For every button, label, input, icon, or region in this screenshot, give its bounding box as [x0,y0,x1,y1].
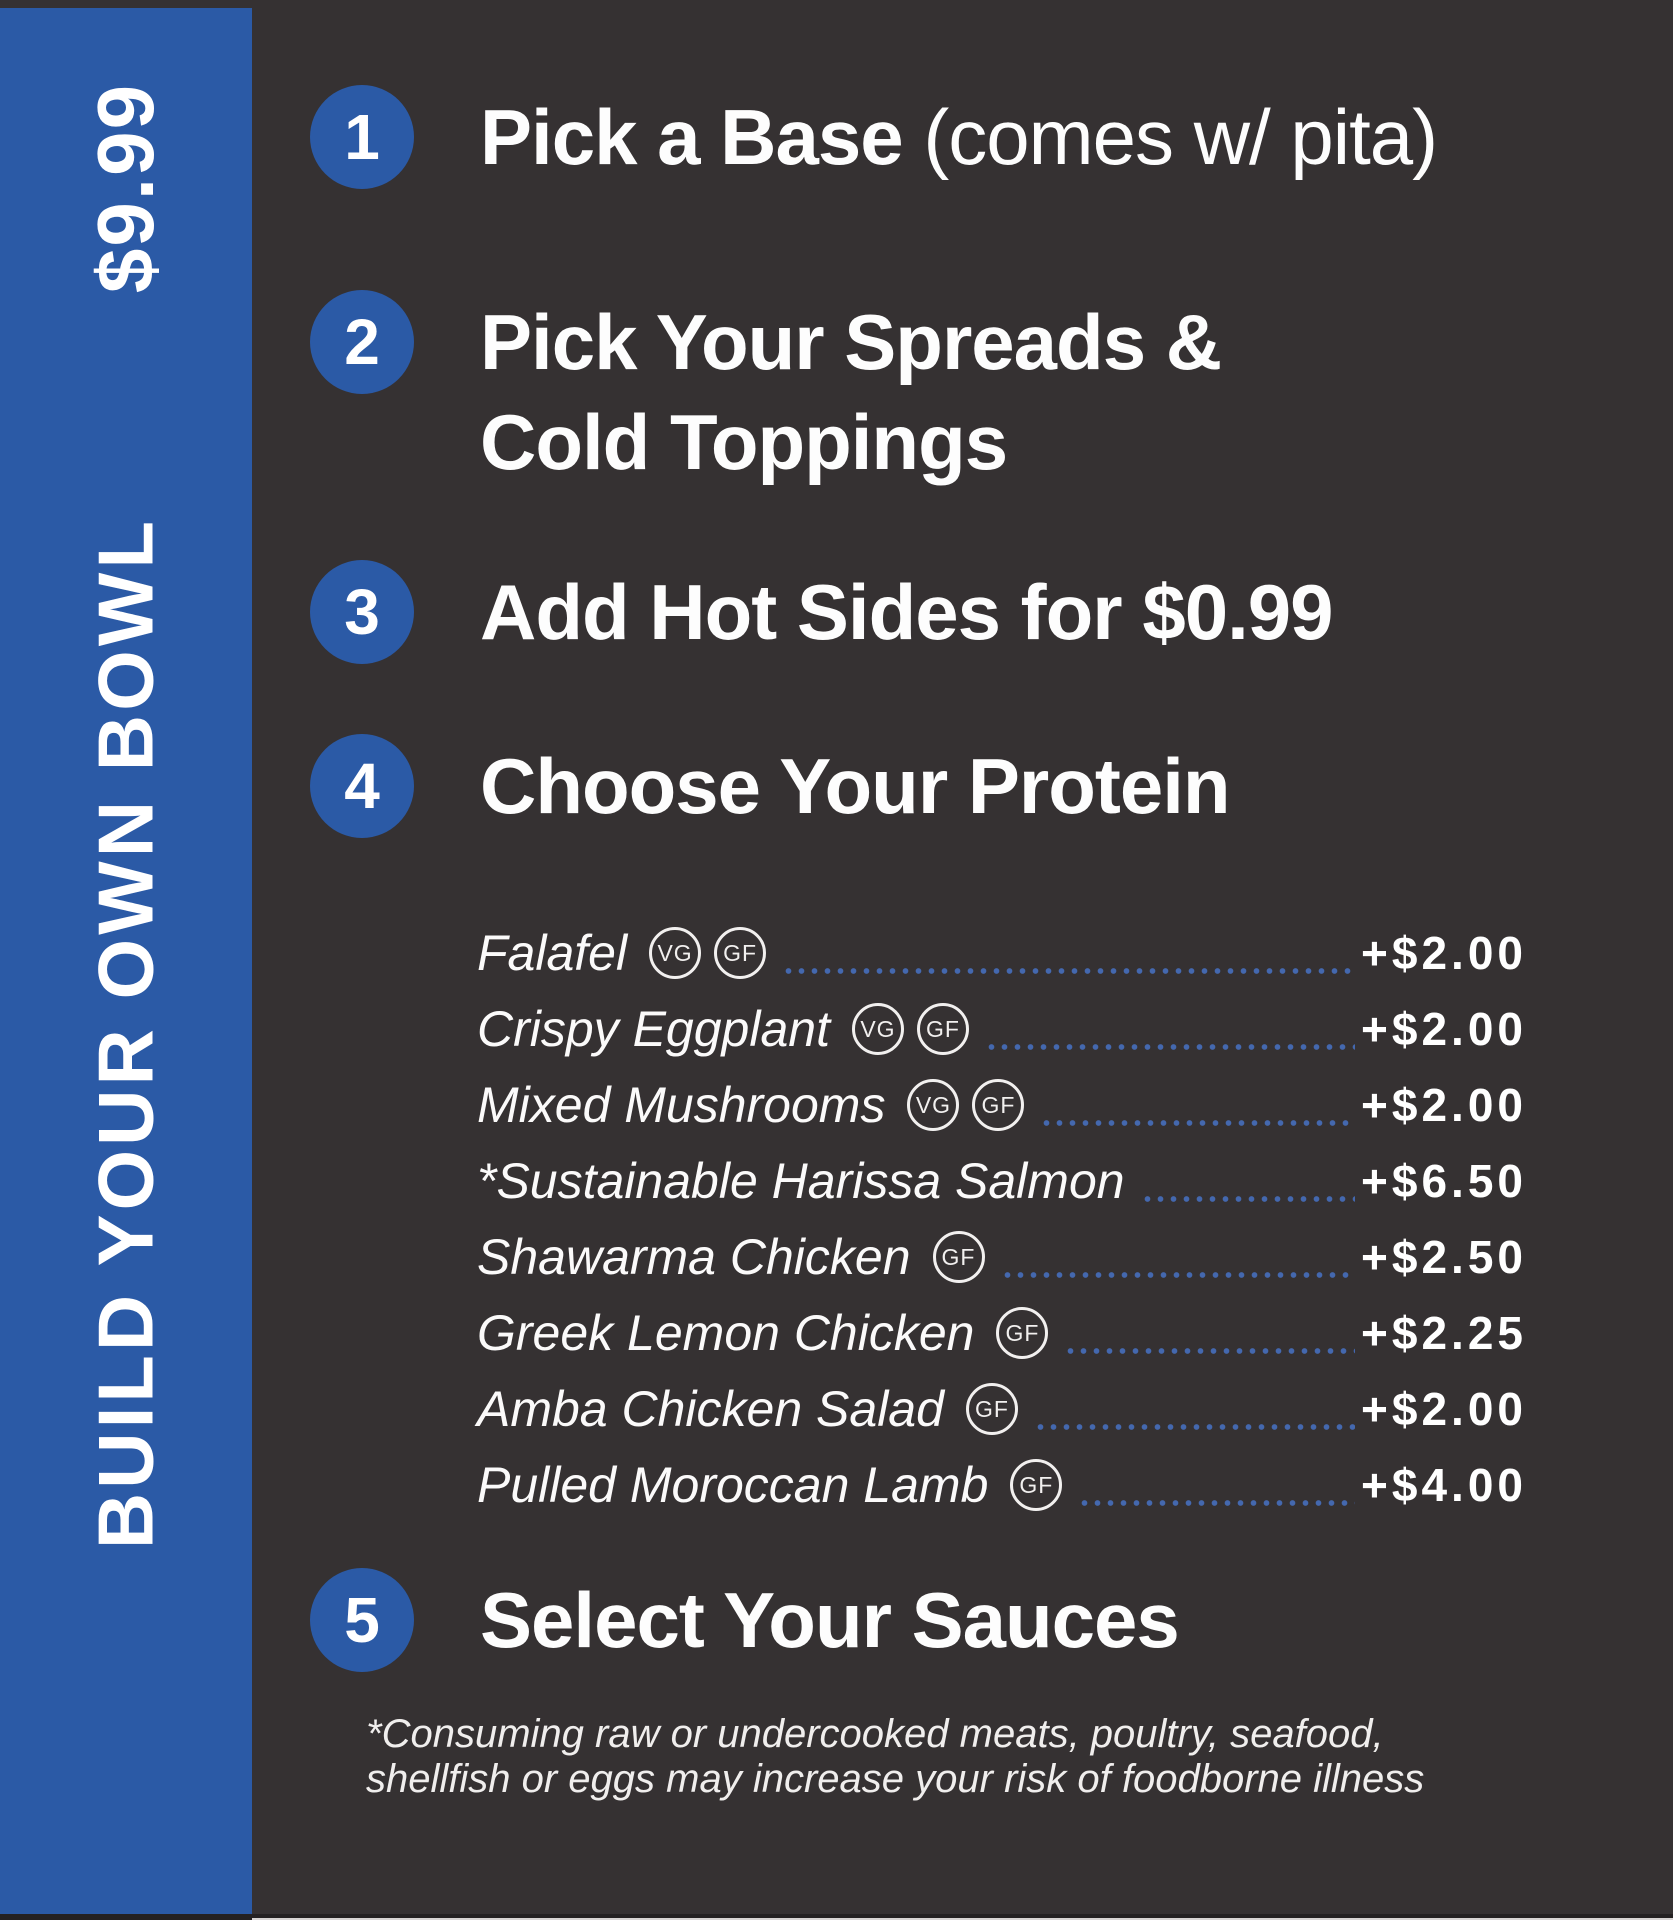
gluten-free-badge: GF [972,1079,1024,1131]
sidebar-title: BUILD YOUR OWN BOWL [81,516,170,1550]
protein-name: Amba Chicken Salad [477,1381,944,1437]
protein-name: Mixed Mushrooms [477,1077,886,1133]
protein-list [477,915,1527,1523]
step-1-title-note: (comes w/ pita) [923,93,1438,181]
step-4-number-circle: 4 [310,734,414,838]
protein-row [477,1295,1527,1371]
protein-price: +$6.50 [1361,1155,1527,1207]
protein-price: +$2.00 [1361,1383,1527,1435]
step-2-title-line1: Pick Your Spreads & [480,298,1222,386]
protein-price: +$2.25 [1361,1307,1527,1359]
dotted-leader [782,967,1355,975]
protein-row [477,915,1527,991]
step-5-number-circle: 5 [310,1568,414,1672]
footnote-line1: *Consuming raw or undercooked meats, poultry, seafood, [366,1712,1384,1756]
protein-row [477,1067,1527,1143]
badge-group [996,1307,1048,1359]
badge-group [933,1231,985,1283]
gluten-free-badge: GF [933,1231,985,1283]
gluten-free-badge: GF [996,1307,1048,1359]
protein-price: +$2.00 [1361,927,1527,979]
dotted-leader [985,1043,1355,1051]
badge-group [966,1383,1018,1435]
protein-row [477,1371,1527,1447]
step-3-number-circle: 3 [310,560,414,664]
dotted-leader [1040,1119,1355,1127]
gluten-free-badge: GF [714,927,766,979]
protein-price: +$4.00 [1361,1459,1527,1511]
step-4-title: Choose Your Protein [480,742,1230,830]
protein-name: Greek Lemon Chicken [477,1305,975,1361]
dotted-leader [1141,1195,1355,1203]
protein-price: +$2.00 [1361,1079,1527,1131]
protein-row [477,1143,1527,1219]
step-5-title: Select Your Sauces [480,1576,1179,1664]
protein-name: Falafel [477,925,628,981]
step-1-title-main: Pick a Base [480,93,924,181]
protein-name: Crispy Eggplant [477,1001,830,1057]
sidebar-price: $9.99 [81,82,170,294]
badge-group [907,1079,1024,1131]
badge-group [649,927,766,979]
vegan-badge: VG [907,1079,959,1131]
step-1-title [480,82,1437,192]
step-3 [310,557,1333,667]
protein-price: +$2.50 [1361,1231,1527,1283]
footnote-line2: shellfish or eggs may increase your risk of foodborne illness [366,1757,1425,1801]
gluten-free-badge: GF [917,1003,969,1055]
step-3-title: Add Hot Sides for $0.99 [480,568,1333,656]
dotted-leader [1001,1271,1355,1279]
dotted-leader [1034,1423,1355,1431]
vegan-badge: VG [649,927,701,979]
menu-content [252,0,1673,1920]
step-1 [310,82,1437,192]
protein-row [477,1219,1527,1295]
protein-name: *Sustainable Harissa Salmon [477,1153,1125,1209]
dotted-leader [1078,1499,1355,1507]
protein-name: Pulled Moroccan Lamb [477,1457,989,1513]
dotted-leader [1064,1347,1355,1355]
step-1-number-circle: 1 [310,85,414,189]
protein-price: +$2.00 [1361,1003,1527,1055]
gluten-free-badge: GF [966,1383,1018,1435]
sidebar [0,8,252,1914]
step-4 [310,731,1230,841]
vegan-badge: VG [852,1003,904,1055]
protein-name: Shawarma Chicken [477,1229,911,1285]
step-2-title [480,292,1221,492]
badge-group [1010,1459,1062,1511]
step-2-title-line2: Cold Toppings [480,398,1008,486]
badge-group [852,1003,969,1055]
step-2-number-circle: 2 [310,290,414,394]
step-2 [310,292,1221,492]
footnote [366,1712,1424,1802]
step-5 [310,1565,1179,1675]
gluten-free-badge: GF [1010,1459,1062,1511]
protein-row [477,991,1527,1067]
protein-row [477,1447,1527,1523]
